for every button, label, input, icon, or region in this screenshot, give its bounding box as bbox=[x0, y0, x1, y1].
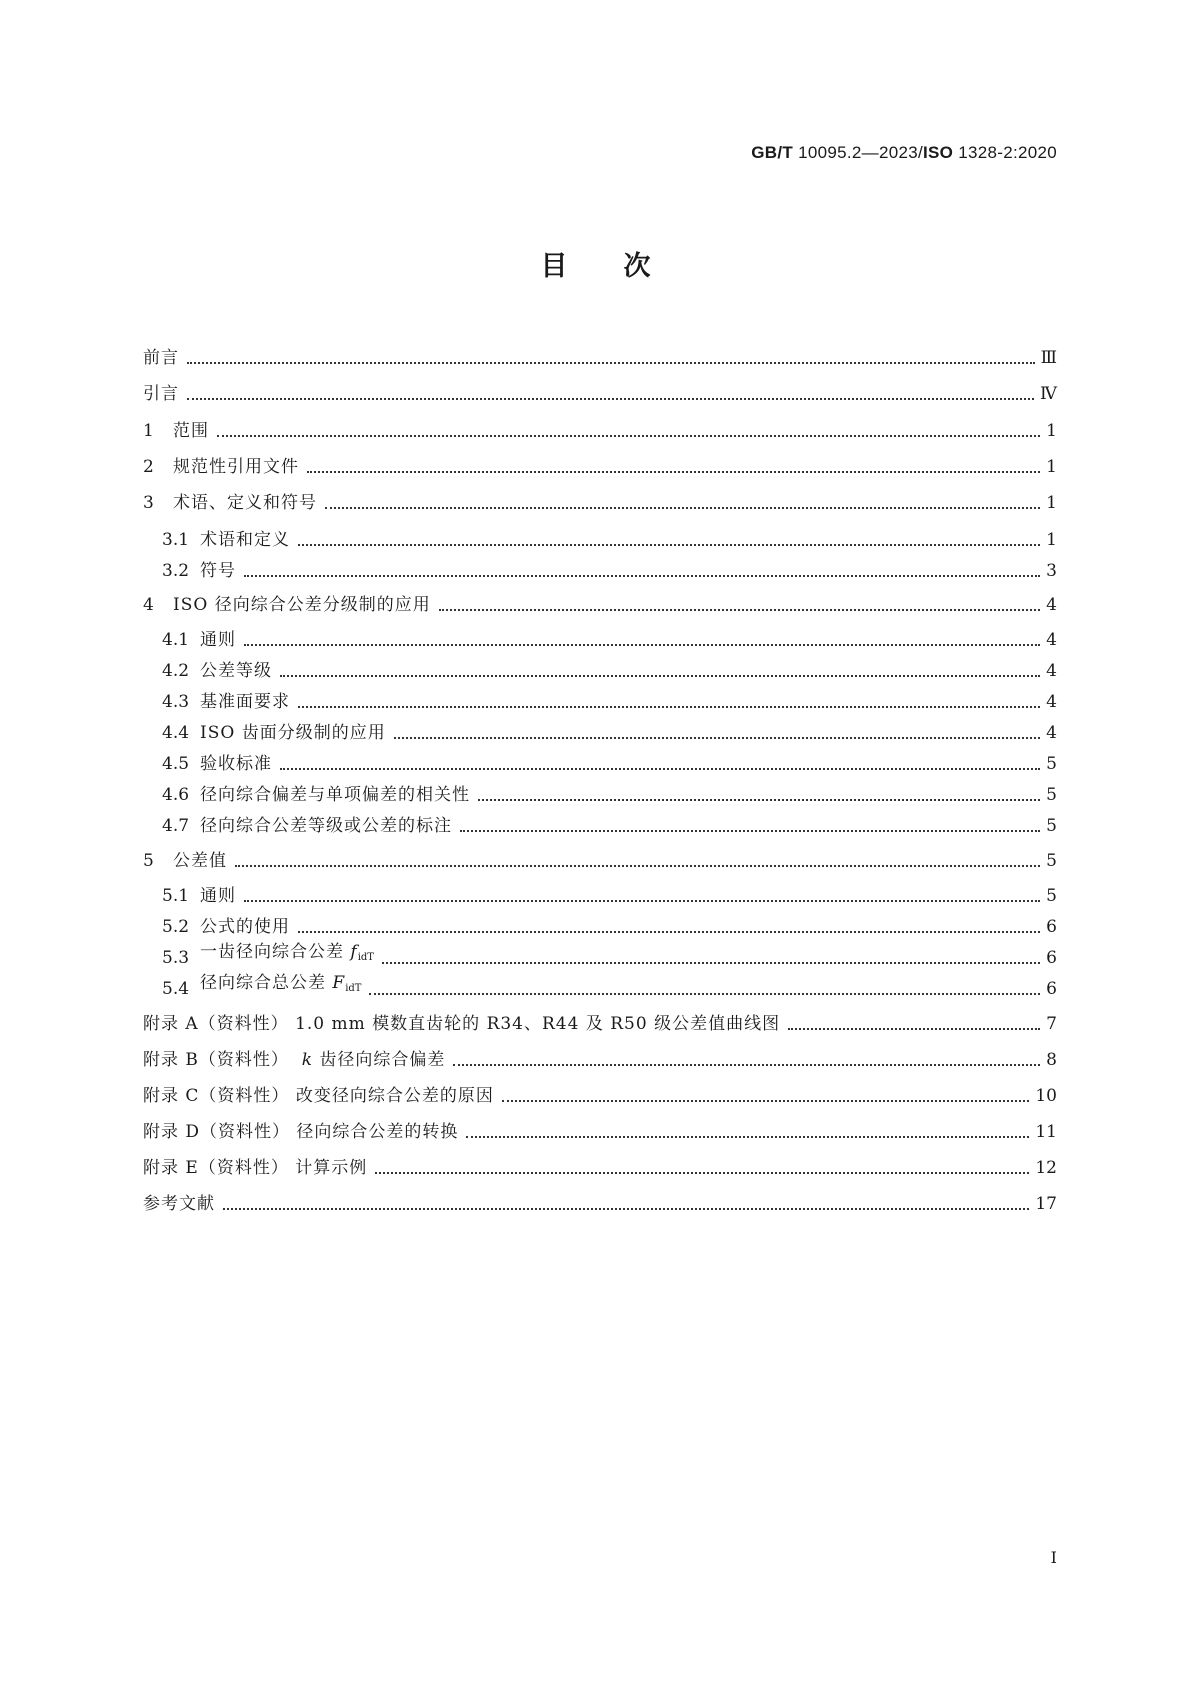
toc-entry-annex-d[interactable] bbox=[143, 1119, 1057, 1145]
toc-page: 6 bbox=[1046, 917, 1057, 937]
toc-label: 公式的使用 bbox=[200, 917, 290, 937]
toc-page: 17 bbox=[1035, 1194, 1057, 1214]
toc-entry-4-4[interactable] bbox=[143, 720, 1057, 746]
toc-entry-4-5[interactable] bbox=[143, 751, 1057, 777]
toc-label: ISO 径向综合公差分级制的应用 bbox=[173, 595, 431, 615]
leader-dots bbox=[382, 962, 1040, 964]
math-subscript: idT bbox=[345, 983, 362, 994]
toc-entry-3-2[interactable] bbox=[143, 558, 1057, 584]
toc-page: 4 bbox=[1046, 630, 1057, 650]
iso-number: 1328-2:2020 bbox=[958, 143, 1057, 162]
toc-page: 12 bbox=[1035, 1158, 1057, 1178]
toc-page: 1 bbox=[1046, 421, 1057, 441]
toc-label-text: 径向综合总公差 bbox=[200, 973, 326, 993]
std-prefix: GB/T bbox=[751, 143, 794, 162]
leader-dots bbox=[187, 398, 1034, 400]
leader-dots bbox=[217, 435, 1040, 437]
toc-label-text: 一齿径向综合公差 bbox=[200, 942, 344, 962]
leader-dots bbox=[223, 1208, 1029, 1210]
toc-label: 参考文献 bbox=[143, 1194, 215, 1214]
toc-number: 4.4 bbox=[162, 723, 190, 743]
toc-number: 1 bbox=[143, 421, 154, 441]
toc-label bbox=[200, 939, 374, 971]
toc-label: 通则 bbox=[200, 630, 236, 650]
toc-number: 4 bbox=[143, 595, 154, 615]
toc-label: 术语和定义 bbox=[200, 530, 290, 550]
leader-dots bbox=[439, 609, 1040, 611]
toc-label: ISO 齿面分级制的应用 bbox=[200, 723, 386, 743]
leader-dots bbox=[298, 544, 1040, 546]
toc-label: 术语、定义和符号 bbox=[173, 493, 317, 513]
toc-number: 5.1 bbox=[162, 886, 190, 906]
toc-page: 7 bbox=[1046, 1014, 1057, 1034]
toc-number: 5.2 bbox=[162, 917, 190, 937]
leader-dots bbox=[369, 993, 1040, 995]
toc-page: 6 bbox=[1046, 979, 1057, 999]
toc-label: 验收标准 bbox=[200, 754, 272, 774]
leader-dots bbox=[235, 865, 1040, 867]
toc-entry-foreword[interactable] bbox=[143, 345, 1057, 371]
toc-number: 4.6 bbox=[162, 785, 190, 805]
leader-dots bbox=[244, 900, 1040, 902]
toc-label bbox=[143, 1047, 445, 1073]
math-symbol: k bbox=[301, 1050, 314, 1070]
leader-dots bbox=[325, 507, 1040, 509]
page-title: 目次 bbox=[540, 251, 707, 282]
toc-label: 公差等级 bbox=[200, 661, 272, 681]
leader-dots bbox=[298, 931, 1040, 933]
toc-number: 3 bbox=[143, 493, 154, 513]
toc-page: 11 bbox=[1035, 1122, 1057, 1142]
toc-number: 4.7 bbox=[162, 816, 190, 836]
toc-page: 1 bbox=[1046, 457, 1057, 477]
toc-entry-bibliography[interactable] bbox=[143, 1191, 1057, 1217]
leader-dots bbox=[280, 768, 1040, 770]
toc-entry-4-3[interactable] bbox=[143, 689, 1057, 715]
toc-page: 4 bbox=[1046, 723, 1057, 743]
toc-label: 基准面要求 bbox=[200, 692, 290, 712]
toc-entry-annex-c[interactable] bbox=[143, 1083, 1057, 1109]
toc-page: Ⅲ bbox=[1040, 348, 1057, 368]
toc-number: 4.5 bbox=[162, 754, 190, 774]
toc-number: 3.1 bbox=[162, 530, 190, 550]
leader-dots bbox=[394, 737, 1040, 739]
toc-label: 前言 bbox=[143, 348, 179, 368]
toc-page: 5 bbox=[1046, 816, 1057, 836]
toc-label: 规范性引用文件 bbox=[173, 457, 299, 477]
leader-dots bbox=[307, 471, 1040, 473]
leader-dots bbox=[460, 830, 1040, 832]
leader-dots bbox=[187, 362, 1035, 364]
toc-label: 附录 E（资料性） 计算示例 bbox=[143, 1158, 368, 1178]
standard-code bbox=[751, 143, 1057, 163]
leader-dots bbox=[502, 1100, 1030, 1102]
toc-entry-3-1[interactable] bbox=[143, 527, 1057, 553]
toc-entry-annex-e[interactable] bbox=[143, 1155, 1057, 1181]
leader-dots bbox=[280, 675, 1040, 677]
math-symbol: f bbox=[350, 942, 358, 962]
leader-dots bbox=[244, 575, 1040, 577]
math-symbol: F bbox=[332, 973, 346, 993]
toc-entry-5-4[interactable] bbox=[143, 973, 1057, 1002]
toc-page: 6 bbox=[1046, 948, 1057, 968]
leader-dots bbox=[375, 1172, 1029, 1174]
toc-page: 1 bbox=[1046, 493, 1057, 513]
toc-entry-2[interactable] bbox=[143, 454, 1057, 480]
toc-entry-4-6[interactable] bbox=[143, 782, 1057, 808]
toc-number: 4.3 bbox=[162, 692, 190, 712]
toc-page: 4 bbox=[1046, 595, 1057, 615]
toc-label: 径向综合偏差与单项偏差的相关性 bbox=[200, 785, 470, 805]
toc-number: 5.4 bbox=[162, 979, 190, 999]
toc-number: 3.2 bbox=[162, 561, 190, 581]
leader-dots bbox=[298, 706, 1040, 708]
toc-page: 5 bbox=[1046, 886, 1057, 906]
toc-page: 10 bbox=[1035, 1086, 1057, 1106]
toc-entry-4-7[interactable] bbox=[143, 813, 1057, 839]
toc-entry-5-1[interactable] bbox=[143, 883, 1057, 909]
toc-entry-annex-a[interactable] bbox=[143, 1011, 1057, 1037]
toc-label: 范围 bbox=[173, 421, 209, 441]
toc-label: 径向综合公差等级或公差的标注 bbox=[200, 816, 452, 836]
toc-page: 5 bbox=[1046, 851, 1057, 871]
page-number: I bbox=[1050, 1548, 1057, 1567]
leader-dots bbox=[244, 644, 1040, 646]
toc-entry-5[interactable] bbox=[143, 848, 1057, 874]
toc-entry-4[interactable] bbox=[143, 592, 1057, 618]
toc-entry-4-2[interactable] bbox=[143, 658, 1057, 684]
toc-label-text: 附录 B（资料性） bbox=[143, 1050, 289, 1070]
leader-dots bbox=[453, 1064, 1040, 1066]
toc-label: 公差值 bbox=[173, 851, 227, 871]
toc-entry-1[interactable] bbox=[143, 418, 1057, 444]
toc-entry-3[interactable] bbox=[143, 490, 1057, 516]
toc-label: 附录 C（资料性） 改变径向综合公差的原因 bbox=[143, 1086, 494, 1106]
toc-page: 4 bbox=[1046, 692, 1057, 712]
toc-page: 8 bbox=[1046, 1050, 1057, 1070]
toc-label: 符号 bbox=[200, 561, 236, 581]
toc-label: 附录 D（资料性） 径向综合公差的转换 bbox=[143, 1122, 459, 1142]
toc-label-text-after: 齿径向综合偏差 bbox=[319, 1050, 446, 1070]
toc-entry-annex-b[interactable] bbox=[143, 1047, 1057, 1073]
std-number: 10095.2—2023/ bbox=[798, 143, 923, 162]
toc-entry-4-1[interactable] bbox=[143, 627, 1057, 653]
math-subscript: idT bbox=[357, 952, 374, 963]
toc-page: Ⅳ bbox=[1040, 384, 1057, 404]
toc-number: 4.2 bbox=[162, 661, 190, 681]
toc-entry-5-2[interactable] bbox=[143, 914, 1057, 940]
toc-entry-introduction[interactable] bbox=[143, 381, 1057, 407]
toc-number: 4.1 bbox=[162, 630, 190, 650]
toc-label bbox=[200, 970, 361, 1002]
toc-page: 4 bbox=[1046, 661, 1057, 681]
toc-page: 5 bbox=[1046, 785, 1057, 805]
toc-label: 附录 A（资料性） 1.0 mm 模数直齿轮的 R34、R44 及 R50 级公差值曲线图 bbox=[143, 1014, 781, 1034]
toc-number: 5 bbox=[143, 851, 154, 871]
leader-dots bbox=[788, 1028, 1040, 1030]
toc-page: 1 bbox=[1046, 530, 1057, 550]
toc-label: 通则 bbox=[200, 886, 236, 906]
toc-page: 5 bbox=[1046, 754, 1057, 774]
leader-dots bbox=[478, 799, 1040, 801]
toc-number: 5.3 bbox=[162, 948, 190, 968]
toc-entry-5-3[interactable] bbox=[143, 942, 1057, 971]
leader-dots bbox=[466, 1136, 1029, 1138]
iso-prefix: ISO bbox=[923, 143, 954, 162]
toc-label: 引言 bbox=[143, 384, 179, 404]
toc-number: 2 bbox=[143, 457, 154, 477]
toc-page: 3 bbox=[1046, 561, 1057, 581]
